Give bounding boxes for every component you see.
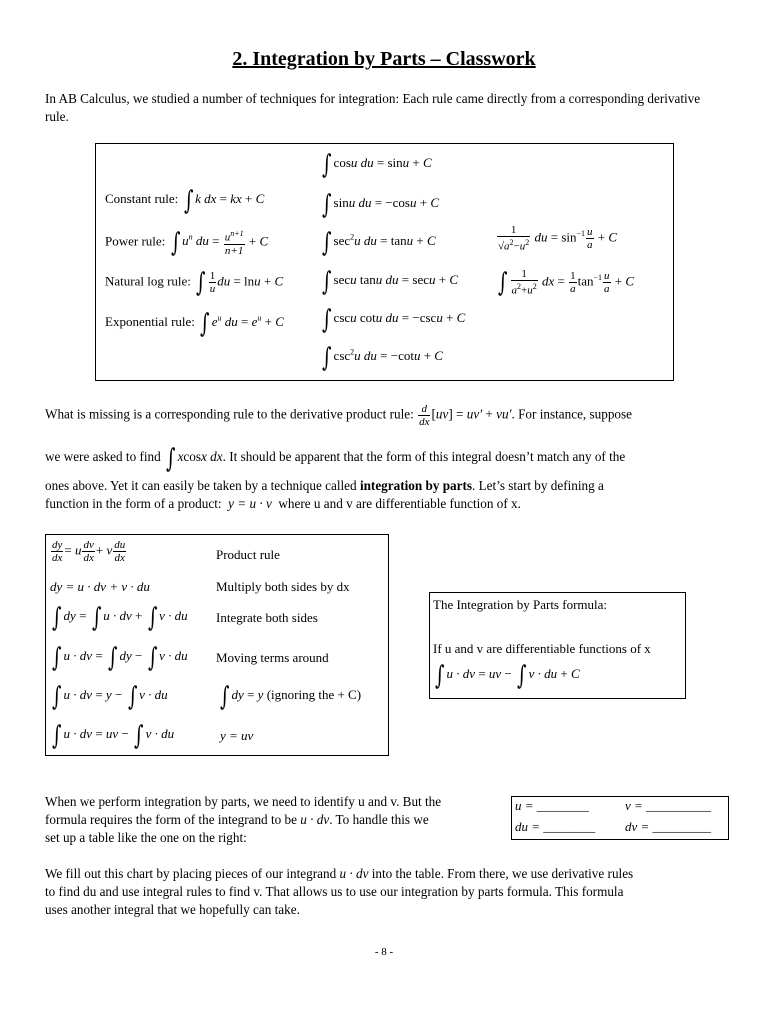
- derivation-step-2: dy = u · dv + v · du: [50, 579, 150, 594]
- csccot-rule: ∫ cscu cotu du = −cscu + C: [322, 305, 466, 335]
- formula-heading: The Integration by Parts formula:: [433, 597, 608, 612]
- uv-paragraph-line2: formula requires the form of the integrand to be u · dv. To handle this we: [45, 812, 429, 827]
- uv-paragraph-line1: When we perform integration by parts, we need to identify u and v. But the: [45, 794, 442, 809]
- derivation-step-6-label: y = uv: [220, 728, 254, 743]
- uv-paragraph-line3: set up a table like the one on the right:: [45, 830, 247, 845]
- formula-box: [429, 592, 686, 699]
- derivation-step-6: ∫ u · dv = uv − ∫ v · du: [52, 721, 175, 751]
- sectan-rule: ∫ secu tanu du = secu + C: [322, 267, 458, 297]
- page-number: - 8 -: [374, 946, 394, 958]
- arctan-rule: ∫ $\frac{1}{a^2+u^2}$ dx = $\frac{1}{a}$ $\tan^{-1}$ $\frac{u}{a}$ + C: [498, 268, 635, 299]
- product-rule-paragraph-line3: ones above. Yet it can easily be taken by a technique called integration by parts. Let’s start by defining a: [45, 478, 604, 493]
- derivation-step-4-label: Moving terms around: [216, 650, 329, 665]
- formula-condition: If u and v are differentiable functions of x: [433, 641, 651, 656]
- derivation-step-2-label: Multiply both sides by dx: [216, 579, 350, 594]
- derivation-step-1: $\frac{dy}{dx}$ = u $\frac{dv}{dx}$ + v $\frac{du}{dx}$: [52, 539, 126, 564]
- fill-chart-paragraph-line2: to find du and use integral rules to find v. That allows us to use our integration by parts formula. This formula: [45, 884, 624, 899]
- product-rule-paragraph-line2: we were asked to find ∫ xcosx dx. It should be apparent that the form of this integral doesn’t match any of the: [45, 444, 626, 474]
- constant-rule: Constant rule: ∫ k dx = kx + C: [105, 186, 265, 216]
- uv-table-dv: dv = _________: [625, 819, 712, 834]
- ibp-formula: ∫ u · dv = uv − ∫ v · du + C: [435, 661, 580, 691]
- fill-chart-paragraph-line3: uses another integral that we hopefully can take.: [45, 902, 300, 917]
- arcsin-rule: $\frac{1}{√a^2-u^2}$ du = $\sin^{-1}$ $\frac{u}{a}$ + C: [498, 224, 618, 253]
- derivation-step-3: ∫ dy = ∫ u · dv + ∫ v · du: [52, 603, 188, 633]
- derivation-box: [45, 534, 389, 756]
- derivation-step-1-label: Product rule: [216, 547, 280, 562]
- natural-log-rule: Natural log rule: ∫ $\frac{1}{u}$ du = lnu + C: [105, 268, 284, 299]
- sin-rule: ∫ sinu du = −cosu + C: [322, 190, 439, 220]
- cos-rule: ∫ cosu du = sinu + C: [322, 150, 432, 180]
- uv-table-du: du = ________: [515, 819, 596, 834]
- uv-table-v: v = __________: [625, 798, 712, 813]
- derivation-step-4: ∫ u · dv = ∫ dy − ∫ v · du: [52, 643, 188, 673]
- uv-table-u: u = ________: [515, 798, 589, 813]
- intro-paragraph: In AB Calculus, we studied a number of techniques for integration: Each rule came directly from a corresponding derivative rule.: [45, 91, 701, 124]
- uv-table: [511, 796, 729, 840]
- exponential-rule: Exponential rule: ∫ $e^u$ du = $e^u + C$: [105, 309, 284, 339]
- integration-rules-box: [95, 143, 674, 381]
- csc2-rule: ∫ $\csc^2u$ du = −cotu + C: [322, 343, 443, 373]
- power-rule: Power rule: ∫ $u^n$ du = $\frac{u^{n+1}}{n+1}$ + C: [105, 228, 269, 259]
- derivation-step-3-label: Integrate both sides: [216, 610, 318, 625]
- product-rule-paragraph-line1: What is missing is a corresponding rule to the derivative product rule: $\frac{d}{dx}$ [uv] = uv′ + vu′. For instance, suppose: [45, 403, 633, 428]
- derivation-step-5-note: ∫ dy = y (ignoring the + C): [220, 682, 362, 712]
- derivation-step-5: ∫ u · dv = y − ∫ v · du: [52, 682, 168, 712]
- page-title: 2. Integration by Parts – Classwork: [232, 48, 536, 70]
- product-rule-paragraph-line4: function in the form of a product: y = u · v where u and v are differentiable function of x.: [45, 496, 521, 511]
- sec2-rule: ∫ $\sec^2u$ du = tanu + C: [322, 228, 436, 258]
- fill-chart-paragraph-line1: We fill out this chart by placing pieces of our integrand u · dv into the table. From there, we use derivative rules: [45, 866, 634, 881]
